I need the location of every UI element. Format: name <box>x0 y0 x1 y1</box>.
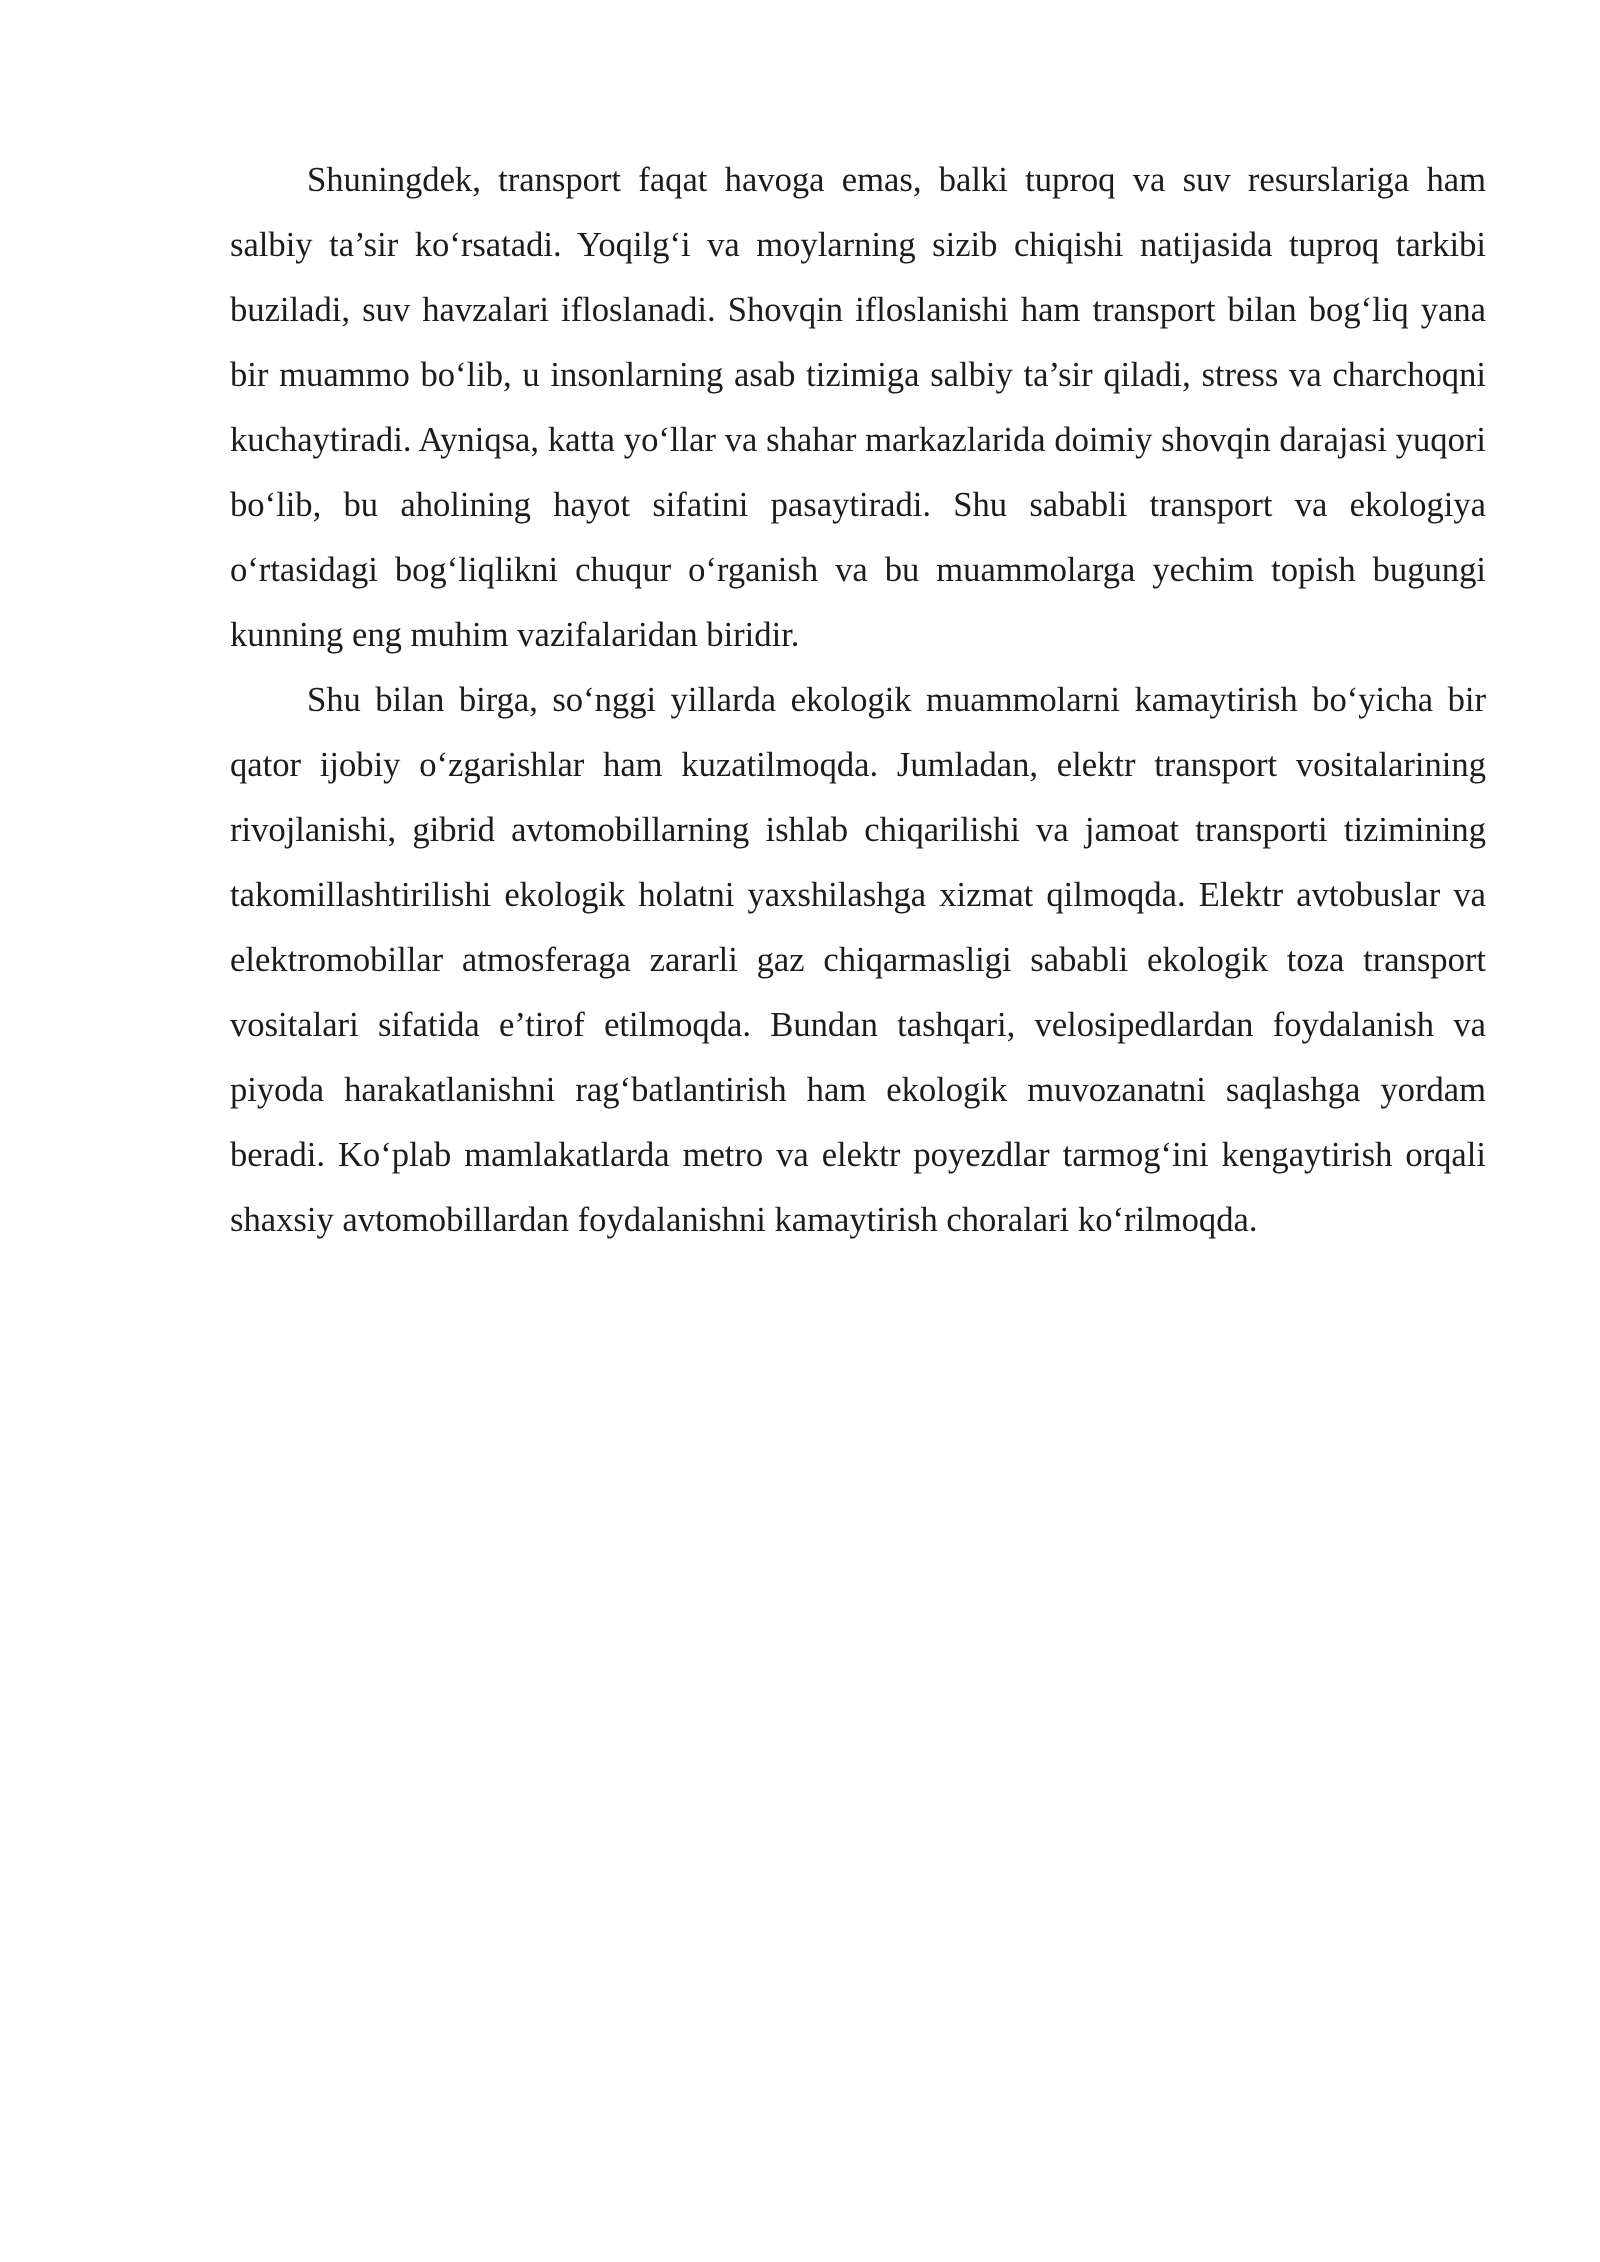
paragraph-2: Shu bilan birga, so‘nggi yillarda ekologik muammolarni kamaytirish bo‘yicha bir qator ijobiy o‘zgarishlar ham kuzatilmoqda. Jumladan, elektr transport vositalarining rivojlanishi, gibrid avtomobillarning ishlab chiqarilishi va jamoat transporti tizimining takomillashtirilishi ekologik holatni yaxshilashga xizmat qilmoqda. Elektr avtobuslar va elektromobillar atmosferaga zararli gaz chiqarmasligi sababli ekologik toza transport vositalari sifatida e’tirof etilmoqda. Bundan tashqari, velosipedlardan foydalanish va piyoda harakatlanishni rag‘batlantirish ham ekologik muvozanatni saqlashga yordam beradi. Ko‘plab mamlakatlarda metro va elektr poyezdlar tarmog‘ini kengaytirish orqali shaxsiy avtomobillardan foydalanishni kamaytirish choralari ko‘rilmoqda. <box>230 681 1486 1239</box>
document-body <box>230 148 1486 1253</box>
paragraph-1: Shuningdek, transport faqat havoga emas, balki tuproq va suv resurslariga ham salbiy ta’sir ko‘rsatadi. Yoqilg‘i va moylarning sizib chiqishi natijasida tuproq tarkibi buziladi, suv havzalari ifloslanadi. Shovqin ifloslanishi ham transport bilan bog‘liq yana bir muammo bo‘lib, u insonlarning asab tizimiga salbiy ta’sir qiladi, stress va charchoqni kuchaytiradi. Ayniqsa, katta yo‘llar va shahar markazlarida doimiy shovqin darajasi yuqori bo‘lib, bu aholining hayot sifatini pasaytiradi. Shu sababli transport va ekologiya o‘rtasidagi bog‘liqlikni chuqur o‘rganish va bu muammolarga yechim topish bugungi kunning eng muhim vazifalaridan biridir. <box>230 161 1486 654</box>
